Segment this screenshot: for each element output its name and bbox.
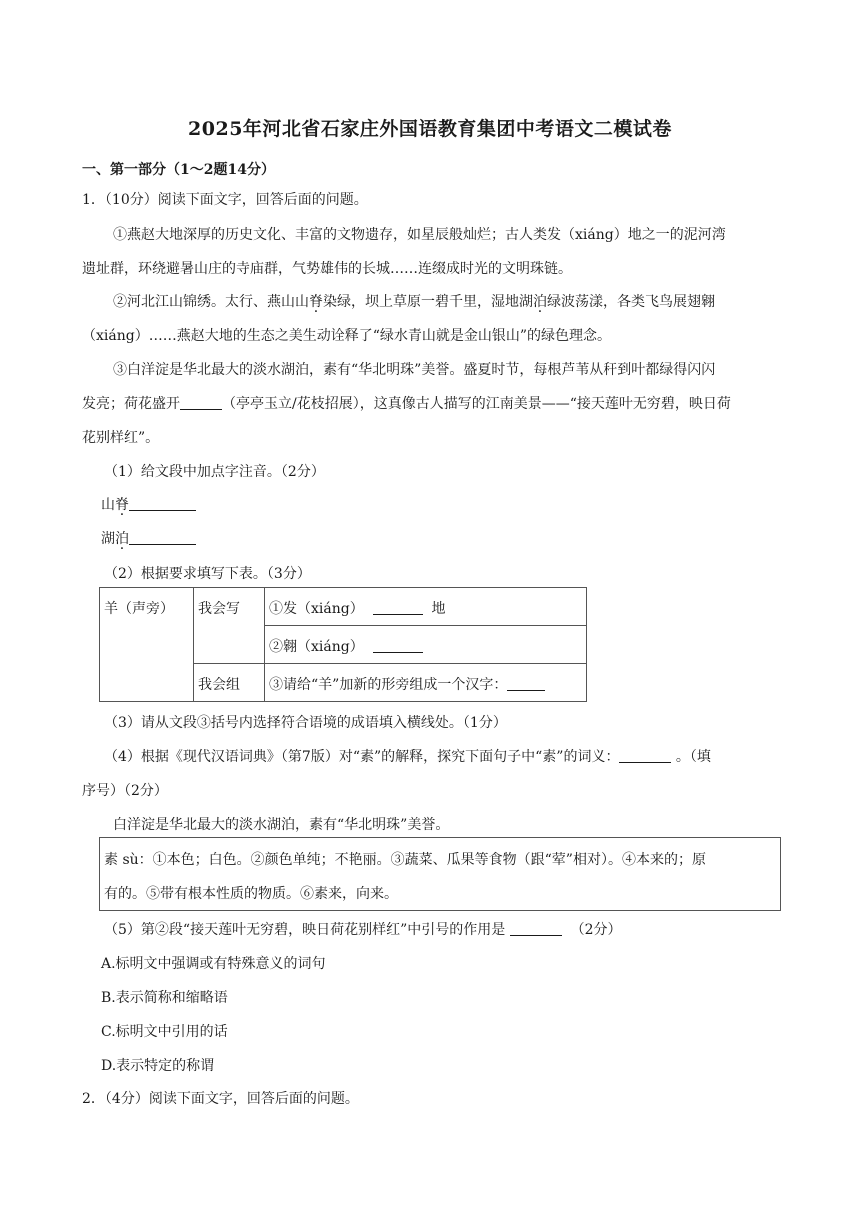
option-c: C.标明文中引用的话 <box>101 1024 228 1040</box>
table-cell-radical: 羊（声旁） <box>100 588 194 702</box>
q1-sub1-item-a: 山脊 <box>101 494 196 514</box>
q1-sub5: （5）第②段“接天莲叶无穷碧，映日荷花别样红”中引号的作用是 （2分） <box>104 922 622 938</box>
q1-para1-line1: ①燕赵大地深厚的历史文化、丰富的文物遗存，如星辰般灿烂；古人类发（xiáng）地之一的泥河湾 <box>113 227 726 243</box>
dotted-char: 泊 <box>533 294 547 310</box>
q1-para1-line2: 遗址群，环绕避暑山庄的寺庙群，气势雄伟的长城……连缀成时光的文明珠链。 <box>82 261 572 277</box>
answer-blank <box>373 614 423 615</box>
option-d: D.表示特定的称谓 <box>101 1058 215 1074</box>
dotted-char: 脊 <box>309 294 323 310</box>
answer-blank <box>507 690 545 691</box>
q1-sub4-line1: （4）根据《现代汉语词典》（第7版）对“素”的解释，探究下面句子中“素”的词义： 。（填 <box>104 749 711 765</box>
radical-table <box>99 587 587 702</box>
answer-blank <box>510 935 562 936</box>
table-cell-r1: ①发（xiáng） 地 <box>265 588 587 626</box>
table-cell-write: 我会写 <box>194 588 265 664</box>
q1-para3-line1: ③白洋淀是华北最大的淡水湖泊，素有“华北明珠”美誉。盛夏时节，每根芦苇从秆到叶都绿得闪闪 <box>113 362 716 378</box>
option-a: A.标明文中强调或有特殊意义的词句 <box>101 956 326 972</box>
answer-blank <box>373 652 423 653</box>
q1-sub1-item-b: 湖泊 <box>101 528 196 548</box>
answer-blank <box>129 544 196 545</box>
answer-blank <box>619 762 671 763</box>
q1-sub1: （1）给文段中加点字注音。（2分） <box>104 464 325 480</box>
q1-para3-line3: 花别样红”。 <box>82 430 160 446</box>
q1-stem: 1．（10分）阅读下面文字，回答后面的问题。 <box>82 192 368 208</box>
q1-para2-line1: ②河北江山锦绣。太行、燕山山脊染绿，坝上草原一碧千里，湿地湖泊绿波荡漾，各类飞鸟展翅翱 <box>113 294 715 310</box>
q1-sub3: （3）请从文段③括号内选择符合语境的成语填入横线处。（1分） <box>104 715 507 731</box>
table-cell-r3: ③请给“羊”加新的形旁组成一个汉字： <box>265 664 587 702</box>
q1-para3-line2: 发亮；荷花盛开 （亭亭玉立/花枝招展），这真像古人描写的江南美景——“接天莲叶无穷碧，映日荷 <box>82 396 731 412</box>
example-sentence: 白洋淀是华北最大的淡水湖泊，素有“华北明珠”美誉。 <box>113 817 450 833</box>
q1-para2-line2: （xiáng）……燕赵大地的生态之美生动诠释了“绿水青山就是金山银山”的绿色理念。 <box>82 328 612 344</box>
exam-title: 2025年河北省石家庄外国语教育集团中考语文二模试卷 <box>188 118 672 140</box>
table-cell-r2: ②翱（xiáng） <box>265 626 587 664</box>
q1-sub4-line2: 序号）（2分） <box>82 783 168 799</box>
q1-sub2: （2）根据要求填写下表。（3分） <box>104 566 311 582</box>
definition-line2: 有的。⑤带有根本性质的物质。⑥素来，向来。 <box>104 886 398 902</box>
section-heading: 一、第一部分（1～2题14分） <box>82 162 275 178</box>
table-cell-compose: 我会组 <box>194 664 265 702</box>
answer-blank <box>129 510 196 511</box>
q2-stem: 2．（4分）阅读下面文字，回答后面的问题。 <box>82 1091 359 1107</box>
definition-line1: 素 sù：①本色；白色。②颜色单纯；不艳丽。③蔬菜、瓜果等食物（跟“荤”相对）。④本来的；原 <box>104 852 706 868</box>
option-b: B.表示简称和缩略语 <box>101 990 228 1006</box>
answer-blank <box>180 409 222 410</box>
